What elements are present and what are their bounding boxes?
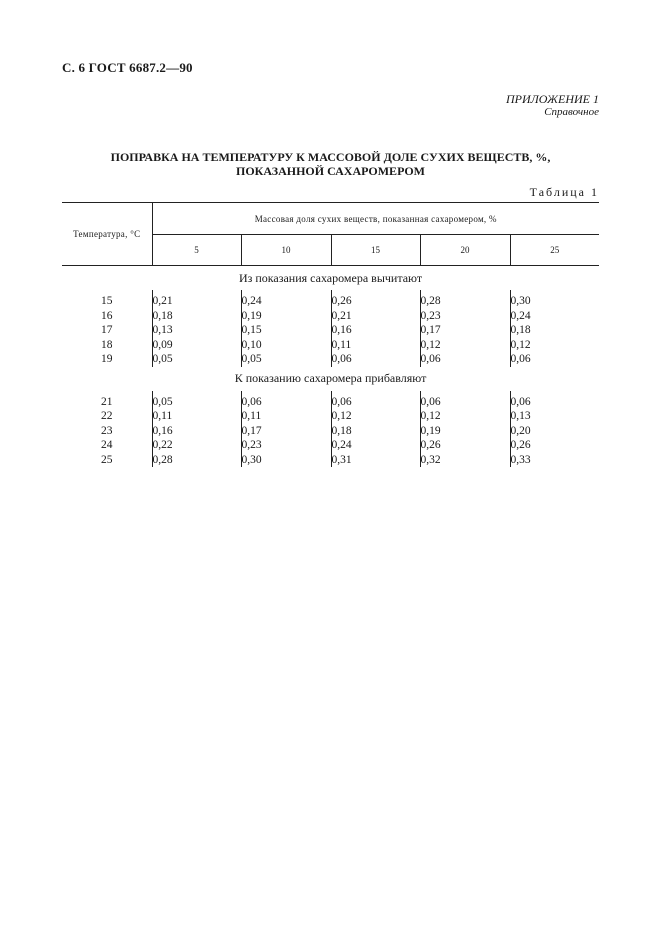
value-cell: 0,06 (420, 395, 510, 410)
value-cell: 0,26 (331, 294, 420, 309)
table-row (62, 294, 599, 309)
value-cell: 0,18 (152, 309, 241, 324)
value-cell: 0,06 (420, 352, 510, 367)
table-row (62, 409, 599, 424)
value-cell: 0,26 (420, 438, 510, 453)
value-cell: 0,11 (331, 338, 420, 353)
value-cell: 0,28 (152, 453, 241, 468)
value-cell: 0,21 (331, 309, 420, 324)
temperature-cell: 22 (101, 410, 113, 422)
page-header: С. 6 ГОСТ 6687.2—90 (62, 60, 193, 75)
value-cell: 0,05 (152, 352, 241, 367)
value-cell: 0,20 (510, 424, 599, 439)
temperature-cell: 21 (101, 395, 113, 408)
table-row (62, 338, 599, 353)
section-label-add: К показанию сахаромера прибавляют (234, 371, 427, 385)
value-cell: 0,22 (152, 438, 241, 453)
document-title (62, 150, 599, 178)
value-cell: 0,15 (241, 323, 331, 338)
value-cell: 0,06 (331, 395, 420, 410)
value-cell: 0,24 (331, 438, 420, 453)
concentration-group-header: Массовая доля сухих веществ, показанная сахаромером, % (152, 203, 599, 235)
table-row (62, 309, 599, 324)
value-cell: 0,30 (510, 294, 599, 309)
value-cell: 0,18 (331, 424, 420, 439)
concentration-header: 10 (241, 235, 331, 266)
value-cell: 0,05 (241, 352, 331, 367)
value-cell: 0,28 (420, 294, 510, 309)
concentration-header: 5 (152, 235, 241, 266)
value-cell: 0,18 (510, 323, 599, 338)
value-cell: 0,06 (241, 395, 331, 410)
value-cell: 0,21 (152, 294, 241, 309)
temperature-cell: 25 (101, 453, 113, 466)
value-cell: 0,19 (420, 424, 510, 439)
value-cell: 0,05 (152, 395, 241, 410)
temperature-cell: 23 (101, 424, 113, 437)
temperature-cell: 24 (101, 439, 113, 451)
value-cell: 0,12 (420, 338, 510, 353)
temperature-header: Температура, °С (62, 203, 152, 266)
concentration-header: 20 (420, 235, 510, 266)
value-cell: 0,24 (510, 309, 599, 324)
value-cell: 0,13 (510, 409, 599, 424)
table-row (62, 352, 599, 367)
correction-table (62, 202, 599, 467)
temperature-cell: 15 (101, 295, 113, 307)
value-cell: 0,31 (331, 453, 420, 468)
concentration-header: 25 (510, 235, 599, 266)
value-cell: 0,11 (152, 409, 241, 424)
temperature-cell: 16 (101, 309, 113, 322)
value-cell: 0,32 (420, 453, 510, 468)
appendix-title: ПРИЛОЖЕНИЕ 1 (506, 92, 599, 106)
value-cell: 0,17 (241, 424, 331, 439)
section-label-subtract: Из показания сахаромера вычитают (238, 270, 423, 285)
temperature-cell: 17 (101, 324, 113, 336)
value-cell: 0,23 (420, 309, 510, 324)
value-cell: 0,17 (420, 323, 510, 338)
value-cell: 0,12 (331, 409, 420, 424)
value-cell: 0,26 (510, 438, 599, 453)
value-cell: 0,16 (152, 424, 241, 439)
title-line-1: ПОПРАВКА НА ТЕМПЕРАТУРУ К МАССОВОЙ ДОЛЕ СУХИХ ВЕЩЕСТВ, %, (110, 150, 551, 164)
value-cell: 0,12 (510, 338, 599, 353)
value-cell: 0,06 (510, 395, 599, 410)
value-cell: 0,16 (331, 323, 420, 338)
table-row (62, 395, 599, 410)
temperature-cell: 18 (101, 338, 113, 351)
value-cell: 0,06 (331, 352, 420, 367)
temperature-cell: 19 (101, 353, 113, 365)
value-cell: 0,06 (510, 352, 599, 367)
value-cell: 0,10 (241, 338, 331, 353)
table-row (62, 438, 599, 453)
value-cell: 0,09 (152, 338, 241, 353)
value-cell: 0,33 (510, 453, 599, 468)
value-cell: 0,24 (241, 294, 331, 309)
value-cell: 0,19 (241, 309, 331, 324)
table-row (62, 453, 599, 468)
value-cell: 0,30 (241, 453, 331, 468)
value-cell: 0,23 (241, 438, 331, 453)
appendix-block (506, 93, 599, 119)
value-cell: 0,11 (241, 409, 331, 424)
value-cell: 0,12 (420, 409, 510, 424)
table-label: Таблица 1 (529, 185, 599, 199)
appendix-subtitle: Справочное (544, 106, 599, 118)
table-row (62, 424, 599, 439)
table-row (62, 323, 599, 338)
concentration-header: 15 (331, 235, 420, 266)
value-cell: 0,13 (152, 323, 241, 338)
title-line-2: ПОКАЗАННОЙ САХАРОМЕРОМ (236, 164, 425, 178)
